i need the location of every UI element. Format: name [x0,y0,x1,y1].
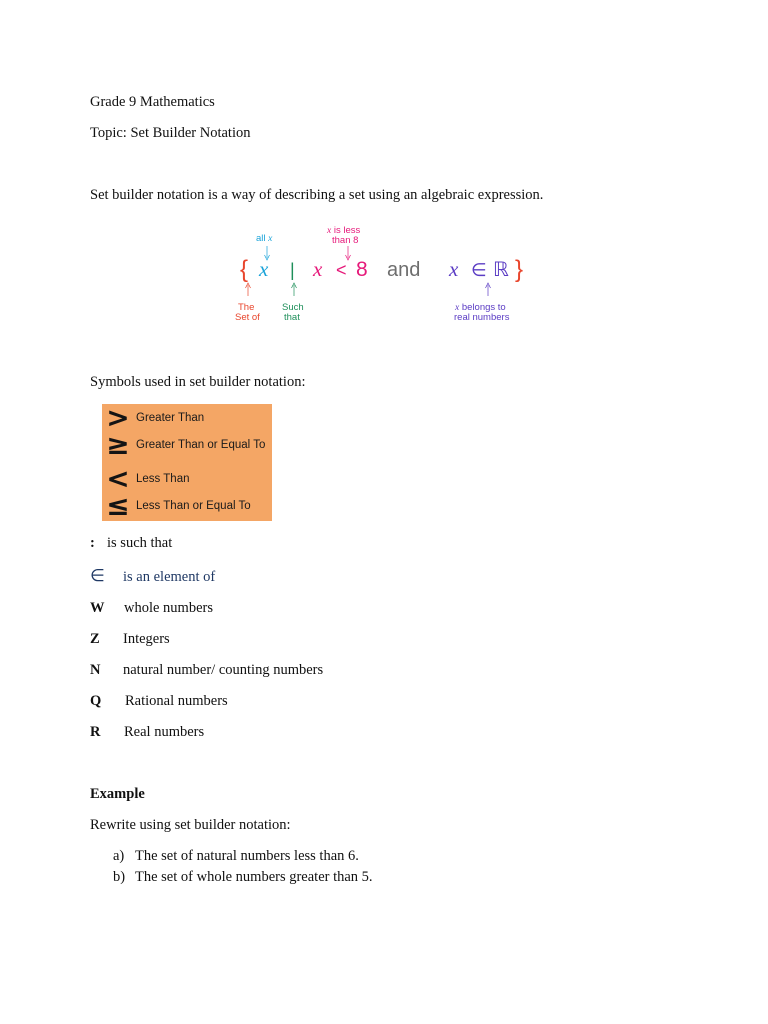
greater-equal-label: Greater Than or Equal To [136,439,266,451]
such-that-bar: | [290,260,295,280]
example-instruction: Rewrite using set builder notation: [90,817,291,833]
annotation-all-x: all x [256,233,273,244]
intro-text: Set builder notation is a way of describing a set using an algebraic expression. [90,187,544,203]
example-item-b-text: The set of whole numbers greater than 5. [135,869,373,885]
natural-numbers-text: natural number/ counting numbers [123,662,324,678]
definition-integers [90,631,170,648]
less-than-glyph: < [106,462,130,495]
annotation-such-that-line2: that [284,312,300,323]
example-item-b [113,869,373,886]
element-of-symbol: ∈ [90,566,105,586]
example-heading: Example [90,786,145,802]
definition-element-of [90,566,215,586]
example-item-a [113,848,359,865]
symbol-row-greater-equal [102,428,266,461]
greater-equal-glyph: ≥ [106,428,130,461]
grade-title: Grade 9 Mathematics [90,94,215,110]
annotation-less-than-line1: x is less [327,225,361,236]
number-eight: 8 [356,258,368,281]
variable-x-3: x [449,257,459,281]
less-equal-label: Less Than or Equal To [136,500,251,512]
symbol-W: W [90,600,105,616]
list-marker-a: a) [113,848,125,864]
element-of-sign: ∈ [471,260,487,280]
symbols-legend-box [102,401,272,522]
greater-than-glyph: > [106,401,130,434]
and-word: and [387,259,421,281]
topic-title: Topic: Set Builder Notation [90,125,251,141]
annotation-belongs-to-line1: x belongs to [455,302,506,313]
real-numbers-symbol: ℝ [493,259,509,281]
annotation-the-set-of-line2: Set of [235,312,260,323]
symbol-Z: Z [90,631,100,647]
annotation-belongs-to-line2: real numbers [454,312,510,323]
annotation-such-that-line1: Such [282,302,304,313]
symbol-row-less-equal [102,489,251,522]
real-numbers-text: Real numbers [124,724,205,740]
definition-real-numbers [90,724,204,741]
symbol-R: R [90,724,101,740]
whole-numbers-text: whole numbers [124,600,213,616]
variable-x-1: x [259,257,269,281]
open-brace: { [240,256,249,283]
symbols-heading: Symbols used in set builder notation: [90,374,306,390]
definition-such-that [90,535,172,552]
definition-whole-numbers [90,600,213,617]
symbol-N: N [90,662,101,678]
symbol-Q: Q [90,693,102,709]
rational-numbers-text: Rational numbers [125,693,228,709]
less-than-sign: < [336,260,347,280]
set-builder-diagram [228,222,538,330]
annotation-the-set-of-line1: The [238,302,255,313]
integers-text: Integers [123,631,170,647]
such-that-text: is such that [107,535,173,551]
element-of-text: is an element of [123,569,216,585]
greater-than-label: Greater Than [136,412,205,424]
close-brace: } [515,256,524,283]
list-marker-b: b) [113,869,126,885]
variable-x-2: x [313,257,323,281]
definition-rational-numbers [90,693,228,710]
example-item-a-text: The set of natural numbers less than 6. [135,848,359,864]
less-equal-glyph: ≤ [106,489,130,522]
definition-natural-numbers [90,662,323,679]
annotation-less-than-line2: than 8 [332,235,359,246]
colon-symbol: : [90,535,95,551]
less-than-label: Less Than [136,473,190,485]
